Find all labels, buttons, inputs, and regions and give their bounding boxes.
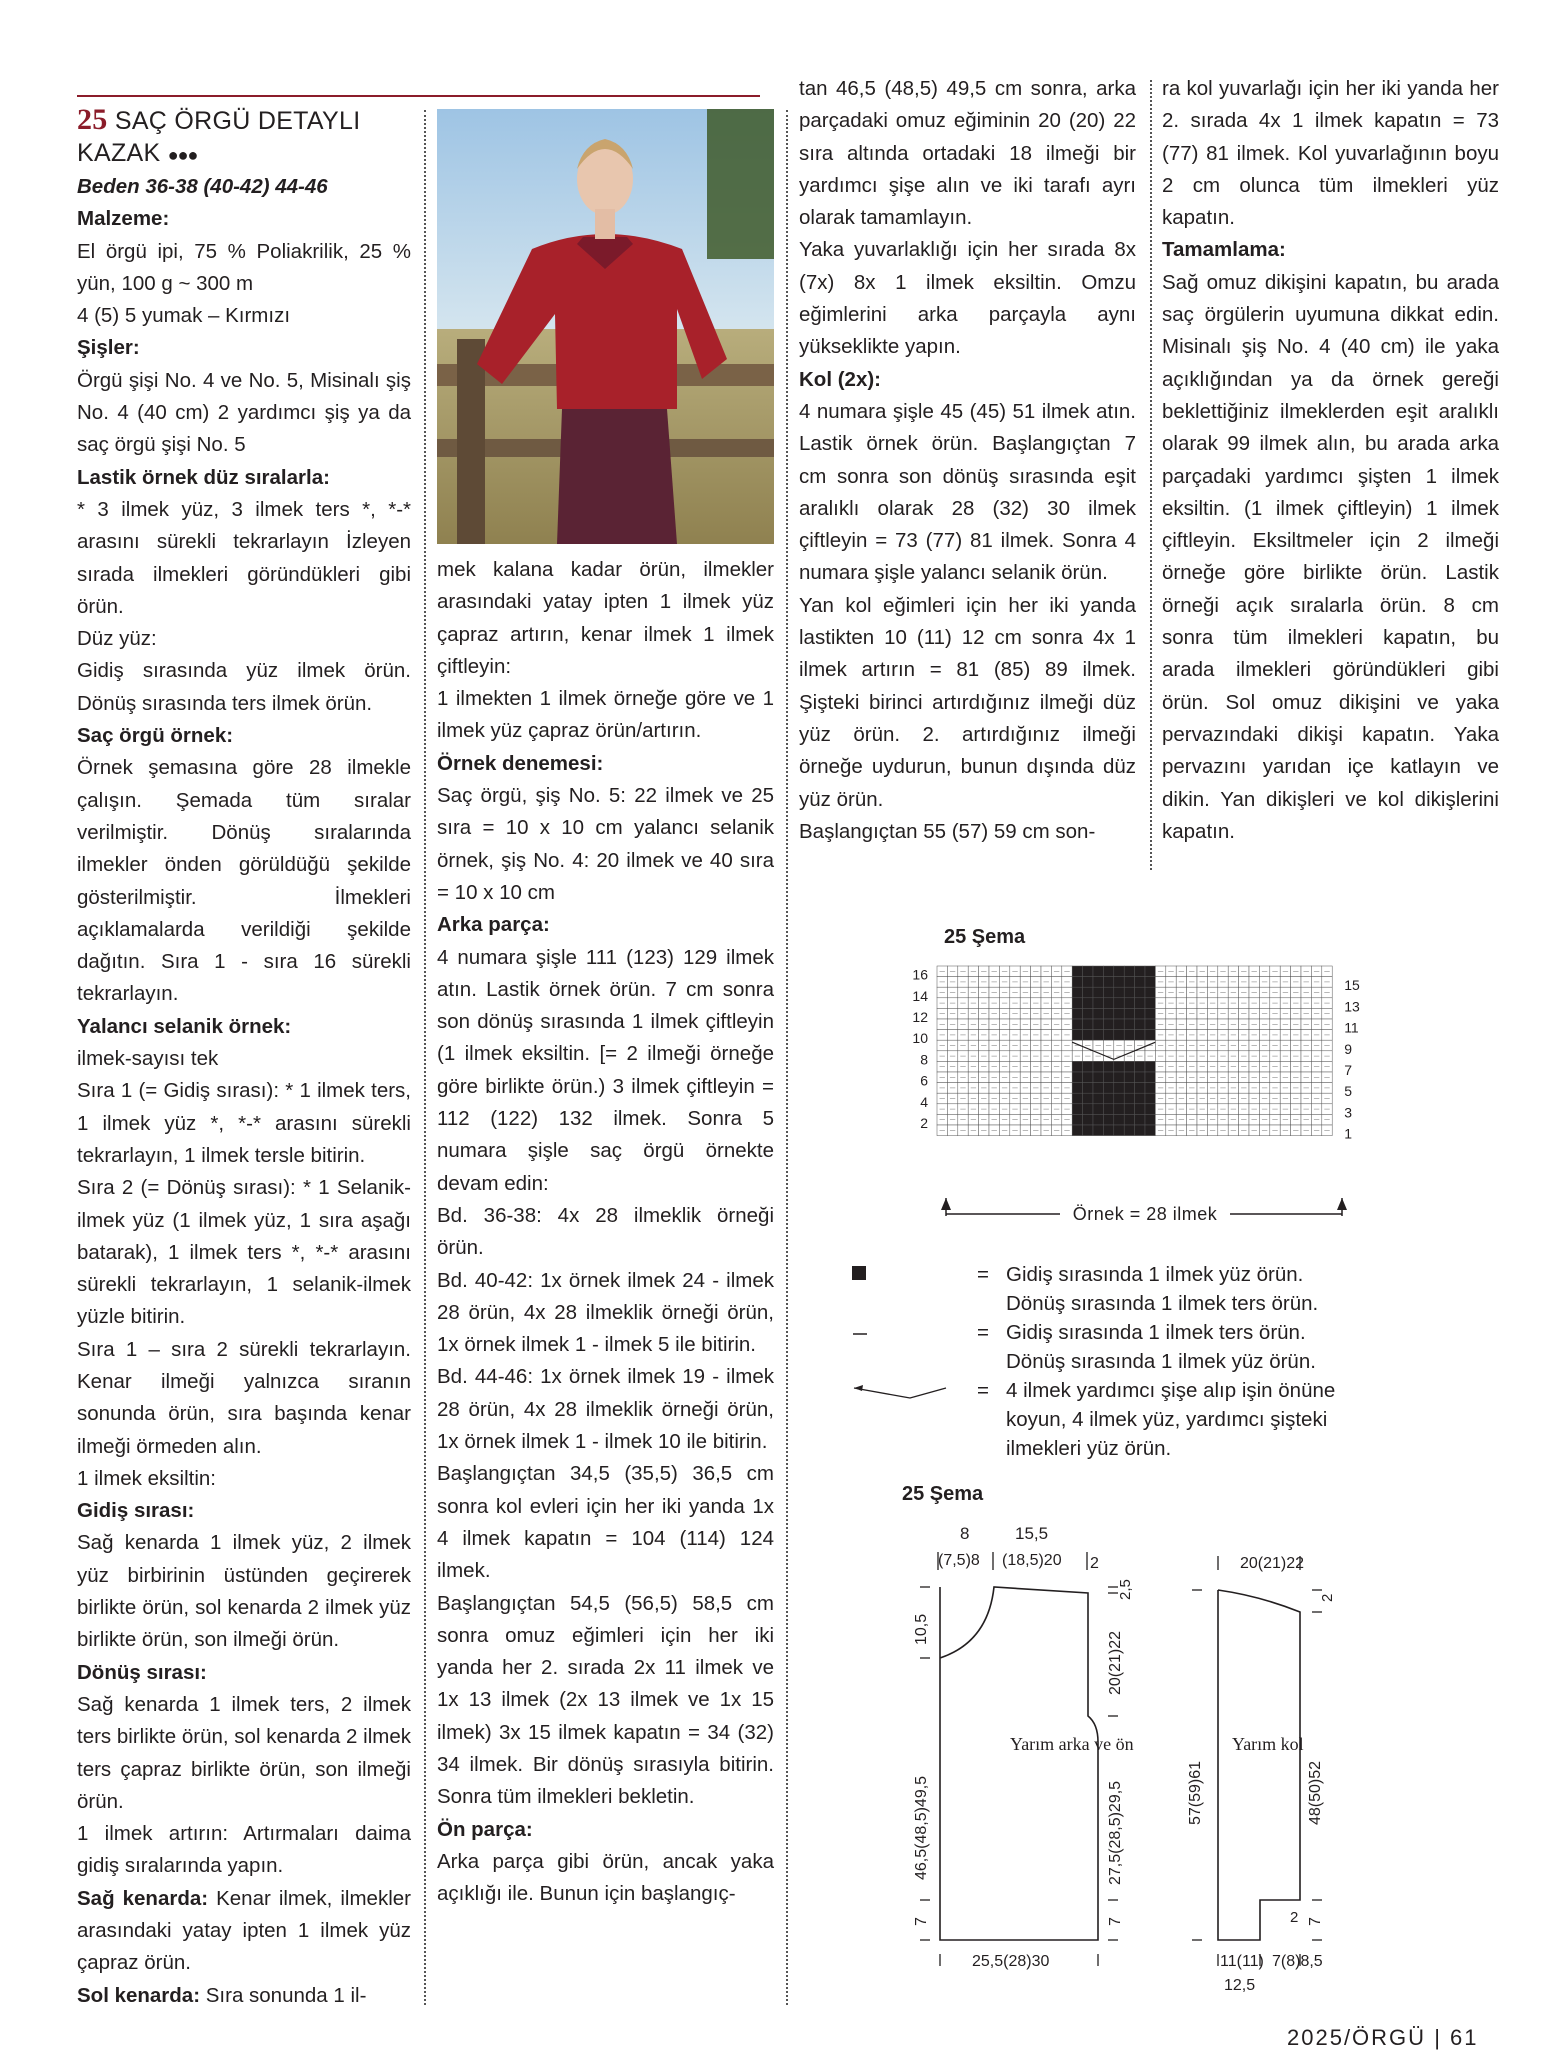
sleeve-label: Yarım kol	[1232, 1734, 1304, 1754]
knit-cell	[1072, 1083, 1082, 1094]
measure-left-7: 7	[913, 1917, 930, 1926]
knit-cell	[1114, 987, 1124, 998]
knit-cell	[1083, 1093, 1093, 1104]
knit-cell	[1135, 1104, 1145, 1115]
paragraph: Arka parça gibi örün, ancak yaka açıklığı ile. Bunun için başlangıç-	[437, 1849, 774, 1906]
knit-cell	[1072, 1093, 1082, 1104]
section-heading: Şişler:	[77, 336, 140, 360]
knit-cell	[1114, 1019, 1124, 1030]
knit-cell	[1145, 987, 1155, 998]
knit-cell	[1145, 1061, 1155, 1072]
knit-cell	[1124, 1104, 1134, 1115]
row-labels-left	[912, 967, 928, 1131]
knit-cell	[1093, 1125, 1103, 1136]
row-label: 10	[912, 1030, 928, 1047]
knit-cell	[1103, 1030, 1113, 1041]
knit-cell	[1083, 987, 1093, 998]
section-heading: Kol (2x):	[799, 367, 881, 391]
column-divider-1	[424, 110, 426, 2005]
knit-cell	[1124, 998, 1134, 1009]
knit-cell	[1083, 1114, 1093, 1125]
sleeve-bottom-7-8: 7(8)8,5	[1272, 1953, 1323, 1970]
knit-cell	[1145, 1093, 1155, 1104]
row-label: 15	[1344, 977, 1360, 994]
knit-cell	[1093, 1093, 1103, 1104]
section-heading: Arka parça:	[437, 913, 550, 937]
knit-cell	[1114, 1061, 1124, 1072]
knit-cell	[1093, 1104, 1103, 1115]
legend-eq: =	[977, 1379, 989, 1402]
knit-cell	[1114, 1072, 1124, 1083]
knit-cell	[1114, 1104, 1124, 1115]
legend-text: ilmekleri yüz örün.	[1006, 1437, 1172, 1460]
row-label: 14	[912, 987, 928, 1004]
knit-cell	[1093, 1030, 1103, 1041]
knit-cell	[1103, 998, 1113, 1009]
knit-cell	[1124, 1019, 1134, 1030]
row-label: 6	[920, 1072, 928, 1089]
inline-heading: Sağ kenarda:	[77, 1886, 209, 1910]
paragraph: mek kalana kadar örün, ilmekler arasındaki yatay ipten 1 ilmek yüz çapraz artırın, kenar ilmek 1 ilmek çiftleyin:	[437, 558, 774, 678]
row-label: 1	[1344, 1125, 1352, 1142]
knit-cell	[1093, 1019, 1103, 1030]
knit-cell	[1114, 1125, 1124, 1136]
knit-cell	[1083, 1008, 1093, 1019]
paragraph: 4 numara şişle 45 (45) 51 ilmek atın. Lastik örnek örün. Başlangıçtan 7 cm sonra son dönüş sırasında eşit aralıklı olarak 28 (32) 30 ilmek çiftleyin = 73 (77) 81 ilmek. Sonra 4 numara şişle yalancı selanik örün.	[799, 399, 1136, 585]
knit-cell	[1145, 1104, 1155, 1115]
knit-cell	[1114, 977, 1124, 988]
knit-cell	[1083, 1072, 1093, 1083]
knit-cell	[1093, 1008, 1103, 1019]
column-2-text	[437, 554, 774, 1910]
knit-cell	[1124, 987, 1134, 998]
paragraph: Örnek şemasına göre 28 ilmekle çalışın. Şemada tüm sıralar verilmiştir. Dönüş sıralarında ilmekler önden görüldüğü şekilde gösterilmiştir. İlmekleri açıklamalarda verildiği şekilde dağıtın. Sıra 1 - sıra 16 sürekli tekrarlayın.	[77, 756, 411, 1006]
column-divider-3	[1150, 80, 1152, 870]
legend-text: Gidiş sırasında 1 ilmek ters örün.	[1006, 1321, 1306, 1344]
title-line-2: KAZAK	[77, 139, 161, 167]
paragraph: 1 ilmekten 1 ilmek örneğe göre ve 1 ilmek yüz çapraz örün/artırın.	[437, 687, 774, 743]
stitch-chart	[880, 920, 1360, 1240]
paragraph: Sıra 1 (= Gidiş sırası): * 1 ilmek ters, 1 ilmek yüz *, *-* arasını sürekli tekrarlayın, 1 ilmek tersle bitirin.	[77, 1079, 411, 1167]
measure-27-5: 27,5(28,5)29,5	[1107, 1780, 1124, 1885]
knit-cell	[1103, 1093, 1113, 1104]
knit-cell	[1103, 1083, 1113, 1094]
knit-cell	[1072, 1125, 1082, 1136]
knit-cell	[1103, 1019, 1113, 1030]
knit-cell	[1135, 1072, 1145, 1083]
knit-cell	[1093, 998, 1103, 1009]
paragraph: 1 ilmek artırın: Artırmaları daima gidiş sıralarında yapın.	[77, 1822, 411, 1878]
paragraph: 4 (5) 5 yumak – Kırmızı	[77, 304, 291, 328]
knit-cell	[1103, 987, 1113, 998]
repeat-arrow-right-head	[1337, 1198, 1347, 1210]
knit-cell	[1145, 1114, 1155, 1125]
knit-cell	[1093, 1061, 1103, 1072]
column-divider-2	[786, 110, 788, 2005]
knit-cell	[1083, 1030, 1093, 1041]
knit-cell	[1124, 1072, 1134, 1083]
knit-cell	[1124, 1083, 1134, 1094]
row-label: 4	[920, 1093, 928, 1110]
paragraph: tan 46,5 (48,5) 49,5 cm sonra, arka parçadaki omuz eğiminin 20 (20) 22 sıra altında ortadaki 18 ilmeği bir yardımcı şişe alın ve iki tarafı ayrı olarak tamamlayın.	[799, 77, 1136, 230]
paragraph: Başlangıçtan 55 (57) 59 cm son-	[799, 819, 1096, 843]
paragraph: Sağ kenarda 1 ilmek yüz, 2 ilmek yüz birbirinin üstünden geçirerek birlikte örün, sol kenarda 2 ilmek yüz birlikte örün, son ilmeği örün.	[77, 1531, 411, 1652]
sleeve-outline	[1218, 1590, 1300, 1940]
knit-cell	[1124, 1030, 1134, 1041]
paragraph: Örgü şişi No. 4 ve No. 5, Misinalı şiş No. 4 (40 cm) 2 yardımcı şiş ya da saç örgü şişi No. 5	[77, 368, 411, 457]
knit-cell	[1145, 1030, 1155, 1041]
row-label: 5	[1344, 1083, 1352, 1100]
paragraph: Başlangıçtan 54,5 (56,5) 58,5 cm sonra omuz eğimleri için her iki yanda her 2. sırada 2x 11 ilmek ve 1x 13 ilmek (2x 13 ilmek ve 1x 15 ilmek) 3x 15 ilmek kapatın = 34 (32) 34 ilmek. Bir dönüş sırasıyla bitirin. Sonra tüm ilmekleri bekletin.	[437, 1591, 774, 1809]
paragraph: ra kol yuvarlağı için her iki yanda her 2. sırada 4x 1 ilmek kapatın = 73 (77) 81 ilmek. Kol yuvarlağının boyu 2 cm olunca tüm ilmekleri yüz kapatın.	[1162, 77, 1499, 230]
legend-text: Dönüş sırasında 1 ilmek yüz örün.	[1006, 1350, 1316, 1373]
knit-cell	[1135, 1114, 1145, 1125]
knit-cell	[1093, 1083, 1103, 1094]
sleeve-bottom-11: 11(11)	[1220, 1953, 1264, 1970]
row-label: 13	[1344, 998, 1360, 1015]
knit-cell	[1145, 966, 1155, 977]
section-heading: Gidiş sırası:	[77, 1499, 195, 1523]
knit-cell	[1103, 1114, 1113, 1125]
paragraph: 4 numara şişle 111 (123) 129 ilmek atın. Lastik örnek örün. 7 cm sonra son dönüş sırasında 1 ilmek çiftleyin (1 ilmek eksiltin. [= 2 ilmeği örneğe göre birlikte örün.) 3 ilmek çiftleyin = 112 (122) 132 ilmek. Sonra 5 numara şişle saç örgü örnekte devam edin:	[437, 945, 774, 1195]
knit-cell	[1145, 1008, 1155, 1019]
knit-cell	[1145, 1125, 1155, 1136]
column-2	[437, 554, 774, 1910]
inline-heading: Sol kenarda:	[77, 1983, 201, 2007]
knit-cell	[1093, 1072, 1103, 1083]
knit-cell	[1114, 1008, 1124, 1019]
paragraph: Sıra 2 (= Dönüş sırası): * 1 Selanik-ilmek yüz (1 ilmek yüz, 1 sıra aşağı batarak), 1 ilmek ters *, *-* arasını sürekli tekrarlayın, 1 selanik-ilmek yüzle bitirin.	[77, 1176, 411, 1329]
paragraph: Saç örgü, şiş No. 5: 22 ilmek ve 25 sıra = 10 x 10 cm yalancı selanik örnek, şiş No. 4: 20 ilmek ve 40 sıra = 10 x 10 cm	[437, 784, 774, 904]
header-rule	[77, 95, 760, 97]
section-heading: Lastik örnek düz sıralarla:	[77, 465, 330, 489]
knit-cell	[1103, 1061, 1113, 1072]
knit-cell	[1145, 977, 1155, 988]
measure-46-5: 46,5(48,5)49,5	[913, 1775, 930, 1880]
schematic	[880, 1480, 1380, 2000]
knit-cell	[1072, 966, 1082, 977]
knit-cell	[1135, 998, 1145, 1009]
paragraph	[77, 1980, 411, 2012]
knit-cell	[1072, 1061, 1082, 1072]
paragraph: Sağ kenarda 1 ilmek ters, 2 ilmek ters birlikte örün, sol kenarda 2 ilmek ters çapraz birlikte örün, son ilmeği örün.	[77, 1692, 411, 1813]
paragraph-text: Sıra sonunda 1 il-	[200, 1983, 367, 2007]
measure-2: 2	[1090, 1555, 1099, 1572]
knit-cell	[1093, 966, 1103, 977]
knit-cell	[1124, 1008, 1134, 1019]
knit-cell	[1135, 1019, 1145, 1030]
knit-cell	[1083, 1019, 1093, 1030]
knit-cell	[1135, 1083, 1145, 1094]
legend-eq: =	[977, 1263, 989, 1286]
repeat-caption: Örnek = 28 ilmek	[1072, 1204, 1218, 1224]
paragraph: Yan kol eğimleri için her iki yanda lastikten 10 (11) 12 cm sonra 4x 1 ilmek artırın = 81 (85) 89 ilmek. Şişteki birinci artırdığınız ilmeği düz yüz örün. 2. artırdığınız ilmeği örneğe uydurun, bunun dışında düz yüz örün.	[799, 593, 1136, 811]
knit-cell	[1114, 1093, 1124, 1104]
measure-20-21-22: 20(21)22	[1107, 1630, 1124, 1695]
page-footer	[1287, 2025, 1479, 2051]
knit-cell	[1083, 998, 1093, 1009]
knit-cell	[1072, 1019, 1082, 1030]
measure-8: 8	[960, 1524, 970, 1543]
paragraph: Gidiş sırasında yüz ilmek örün. Dönüş sırasında ters ilmek örün.	[77, 659, 411, 715]
knit-cell	[1124, 1061, 1134, 1072]
column-1	[77, 104, 411, 2012]
sleeve-top-measure: 20(21)22	[1240, 1555, 1305, 1572]
model-photo	[437, 109, 774, 544]
measure-15-5: 15,5	[1015, 1524, 1049, 1543]
knit-cell	[1093, 1114, 1103, 1125]
body-label: Yarım arka ve ön	[1010, 1734, 1134, 1754]
knit-cell	[1114, 1083, 1124, 1094]
repeat-arrow-left-head	[941, 1198, 951, 1210]
row-label: 12	[912, 1009, 928, 1025]
knit-cell	[1103, 966, 1113, 977]
knit-cell	[1093, 977, 1103, 988]
knit-cell	[1124, 966, 1134, 977]
measure-7-5-8: (7,5)8	[938, 1552, 980, 1569]
knit-cell	[1135, 977, 1145, 988]
knit-cell	[1135, 987, 1145, 998]
knit-cell	[1103, 1008, 1113, 1019]
column-4	[1162, 73, 1499, 848]
sizes: Beden 36-38 (40-42) 44-46	[77, 175, 328, 198]
schematic-title: 25 Şema	[902, 1483, 984, 1505]
row-label: 8	[920, 1051, 928, 1068]
sleeve-right-measure: 48(50)52	[1307, 1760, 1324, 1825]
section-heading: Yalancı selanik örnek:	[77, 1014, 292, 1038]
sleeve-right-7: 7	[1307, 1917, 1324, 1926]
knit-cell	[1145, 1019, 1155, 1030]
knit-cell	[1083, 1104, 1093, 1115]
knit-cell	[1072, 1104, 1082, 1115]
knit-cell	[1114, 966, 1124, 977]
row-label: 3	[1344, 1104, 1352, 1121]
knit-cell	[1114, 1114, 1124, 1125]
sleeve-measure-2: 2	[1319, 1593, 1336, 1602]
knit-cell	[1072, 1008, 1082, 1019]
knit-cell	[1114, 998, 1124, 1009]
row-labels-right	[1344, 977, 1360, 1141]
measure-right-7: 7	[1107, 1917, 1124, 1926]
knit-cell	[1145, 998, 1155, 1009]
paragraph: Bd. 44-46: 1x örnek ilmek 19 - ilmek 28 örün, 4x 28 ilmeklik örneği örün, 1x örnek ilmek 1 - ilmek 10 ile bitirin.	[437, 1365, 774, 1454]
stitch-grid	[937, 966, 1332, 1136]
knit-cell	[1083, 1083, 1093, 1094]
knit-cell	[1145, 1083, 1155, 1094]
section-heading: Dönüş sırası:	[77, 1660, 207, 1684]
knit-cell	[1072, 1114, 1082, 1125]
knit-cell	[1083, 966, 1093, 977]
measure-25-5: 25,5(28)30	[972, 1953, 1050, 1970]
knit-cell	[1135, 966, 1145, 977]
paragraph-text: Kenar ilmek, ilmekler arasındaki yatay ipten 1 ilmek yüz çapraz örün.	[77, 1886, 411, 1975]
difficulty-dots: ●●●	[167, 145, 198, 165]
knit-cell	[1093, 987, 1103, 998]
knit-cell	[1072, 998, 1082, 1009]
paragraph	[77, 1883, 411, 1980]
knit-cell	[1083, 977, 1093, 988]
knit-cell	[1124, 977, 1134, 988]
paragraph: Sıra 1 – sıra 2 sürekli tekrarlayın. Kenar ilmeği yalnızca sıranın sonunda örün, sıra başında kenar ilmeği örmeden alın.	[77, 1337, 411, 1458]
article-title	[77, 104, 411, 171]
legend-text: Dönüş sırasında 1 ilmek ters örün.	[1006, 1292, 1319, 1315]
paragraph: 1 ilmek eksiltin:	[77, 1466, 216, 1490]
section-heading: Örnek denemesi:	[437, 751, 604, 775]
column-4-text	[1162, 73, 1499, 848]
section-heading: Saç örgü örnek:	[77, 724, 234, 748]
knit-cell	[1072, 987, 1082, 998]
page-number: 61	[1450, 2025, 1479, 2050]
knit-cell	[1124, 1125, 1134, 1136]
paragraph: Başlangıçtan 34,5 (35,5) 36,5 cm sonra kol evleri için her iki yanda 1x 4 ilmek kapatın = 104 (114) 124 ilmek.	[437, 1462, 774, 1583]
paragraph: Sağ omuz dikişini kapatın, bu arada saç örgülerin uyumuna dikkat edin. Misinalı şiş No. 4 (40 cm) ile yaka açıklığından ya da örnek gereği beklettiğiniz ilmeklerden eşit aralıklı olarak 99 ilmek alın, bu arada arka parçadaki yardımcı şişten 1 ilmek eksiltin. (1 ilmek çiftleyin) 1 ilmek çiftleyin. Eksiltmeler için 2 ilmeği örneğe göre birlikte örün. Lastik örneği açık sıralarla örün. 8 cm sonra tüm ilmekleri kapatın, bu arada ilmekleri göründükleri gibi örün. Sol omuz dikişini ve yaka pervazındaki dikişi kapatın. Yaka pervazını yarıdan içe katlayın ve dikin. Yan dikişleri ve kol dikişlerini kapatın.	[1162, 270, 1499, 843]
knit-cell	[1124, 1093, 1134, 1104]
legend-text: koyun, 4 ilmek yüz, yardımcı şişteki	[1006, 1408, 1328, 1431]
measure-2-5: 2,5	[1117, 1579, 1134, 1600]
knit-cell	[1103, 977, 1113, 988]
paragraph: El örgü ipi, 75 % Poliakrilik, 25 % yün, 100 g ~ 300 m	[77, 239, 411, 295]
knit-cell	[1135, 1008, 1145, 1019]
sleeve-left-measure: 57(59)61	[1187, 1760, 1204, 1825]
knit-cell	[1103, 1072, 1113, 1083]
knit-cell	[1135, 1061, 1145, 1072]
legend-eq: =	[977, 1321, 989, 1344]
article-number: 25	[77, 103, 108, 136]
magazine-name: 2025/ÖRGÜ	[1287, 2025, 1427, 2050]
footer-separator: |	[1434, 2025, 1442, 2050]
knit-cell	[1135, 1030, 1145, 1041]
paragraph: Bd. 40-42: 1x örnek ilmek 24 - ilmek 28 örün, 4x 28 ilmeklik örneği örün, 1x örnek ilmek 1 - ilmek 5 ile bitirin.	[437, 1268, 774, 1357]
paragraph: Düz yüz:	[77, 627, 157, 651]
knit-cell	[1135, 1093, 1145, 1104]
row-label: 11	[1344, 1019, 1359, 1036]
measure-18-5-20: (18,5)20	[1002, 1552, 1062, 1569]
knit-cell	[1083, 1061, 1093, 1072]
row-label: 2	[920, 1115, 928, 1131]
body-outline	[940, 1587, 1098, 1940]
paragraph: Bd. 36-38: 4x 28 ilmeklik örneği örün.	[437, 1203, 774, 1260]
section-heading: Ön parça:	[437, 1817, 533, 1841]
title-line-1: SAÇ ÖRGÜ DETAYLI	[114, 107, 361, 135]
row-label: 16	[912, 966, 928, 983]
column-3	[799, 73, 1136, 848]
section-heading: Tamamlama:	[1162, 238, 1286, 262]
section-heading: Malzeme:	[77, 207, 170, 231]
knit-cell	[1072, 1030, 1082, 1041]
paragraph: * 3 ilmek yüz, 3 ilmek ters *, *-* arasını sürekli tekrarlayın İzleyen sırada ilmekleri göründükleri gibi örün.	[77, 497, 411, 618]
knit-cell	[1103, 1125, 1113, 1136]
paragraph: Yaka yuvarlaklığı için her sırada 8x (7x) 8x 1 ilmek eksiltin. Omzu eğimlerini arka parçayla aynı yükseklikte yapın.	[799, 238, 1136, 359]
stitch-chart-title: 25 Şema	[944, 926, 1026, 948]
knit-cell	[1083, 1125, 1093, 1136]
legend-text: Gidiş sırasında 1 ilmek yüz örün.	[1006, 1263, 1304, 1286]
knit-cell	[1114, 1030, 1124, 1041]
knit-cell	[1072, 977, 1082, 988]
column-3-text	[799, 73, 1136, 848]
knit-cell	[1135, 1125, 1145, 1136]
knit-cell	[1072, 1072, 1082, 1083]
measure-10-5: 10,5	[913, 1613, 930, 1645]
row-label: 9	[1344, 1040, 1352, 1057]
sleeve-bottom-12-5: 12,5	[1224, 1977, 1256, 1994]
knit-cell	[1145, 1072, 1155, 1083]
legend-text: 4 ilmek yardımcı şişe alıp işin önüne	[1006, 1379, 1336, 1402]
row-label: 7	[1344, 1062, 1352, 1078]
knit-cell	[1124, 1114, 1134, 1125]
knit-cell	[1103, 1104, 1113, 1115]
sleeve-inner-2: 2	[1290, 1909, 1299, 1926]
column-1-text	[77, 203, 411, 2012]
paragraph: ilmek-sayısı tek	[77, 1047, 219, 1071]
